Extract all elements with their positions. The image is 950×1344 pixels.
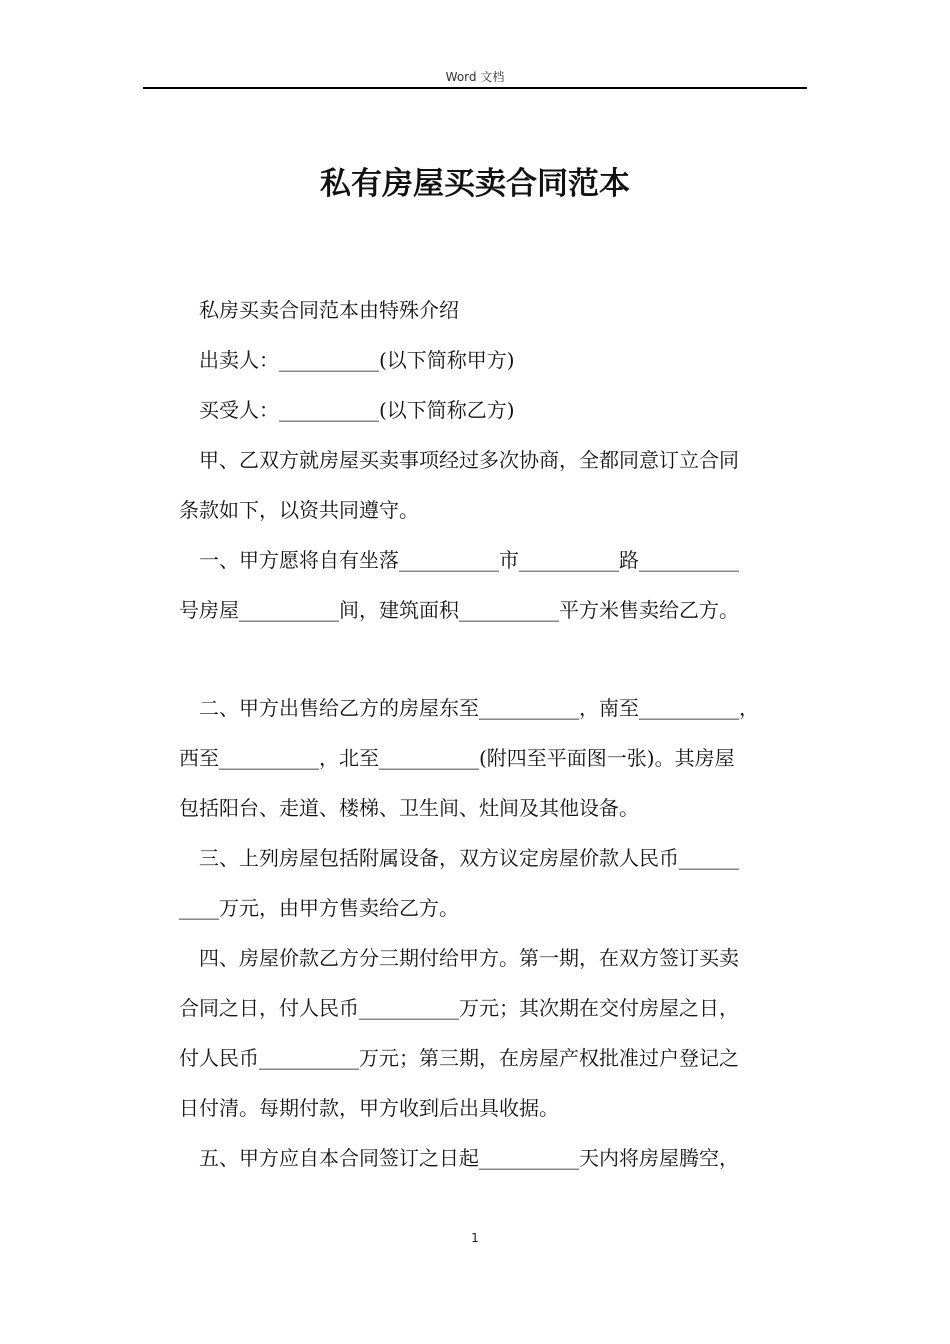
document-title: 私有房屋买卖合同范本 <box>320 166 630 202</box>
paragraph-clause-1 <box>179 535 804 635</box>
paragraph-line: 五、甲方应自本合同签订之日起__________天内将房屋腾空， <box>199 1146 739 1170</box>
paragraph-line: 一、甲方愿将自有坐落__________市__________路__________ <box>199 548 739 572</box>
paragraph-clause-2 <box>179 683 804 833</box>
paragraph-seller <box>179 335 804 385</box>
paragraph-buyer <box>179 385 804 435</box>
paragraph-line: 买受人：__________(以下简称乙方) <box>199 398 515 422</box>
page-header: Word 文档 <box>445 70 505 84</box>
paragraph-intro <box>179 285 804 335</box>
header-divider <box>143 87 807 89</box>
paragraph-clause-4 <box>179 933 804 1133</box>
paragraph-line: 号房屋__________间，建筑面积__________平方米售卖给乙方。 <box>179 598 739 622</box>
paragraph-line: 四、房屋价款乙方分三期付给甲方。第一期，在双方签订买卖 <box>199 946 739 970</box>
paragraph-line: 出卖人：__________(以下简称甲方) <box>199 348 515 372</box>
paragraph-line: 合同之日，付人民币__________万元；其次期在交付房屋之日， <box>179 996 739 1020</box>
paragraph-line: 私房买卖合同范本由特殊介绍 <box>199 298 459 322</box>
paragraph-line: 日付清。每期付款，甲方收到后出具收据。 <box>179 1096 559 1120</box>
paragraph-line: 条款如下，以资共同遵守。 <box>179 498 419 522</box>
paragraph-line: ____万元，由甲方售卖给乙方。 <box>179 896 459 920</box>
paragraph-line: 二、甲方出售给乙方的房屋东至__________，南至__________， <box>199 696 759 720</box>
page-number: 1 <box>471 1231 479 1245</box>
paragraph-line: 甲、乙双方就房屋买卖事项经过多次协商，全都同意订立合同 <box>199 448 739 472</box>
paragraph-line: 西至__________，北至__________(附四至平面图一张)。其房屋 <box>179 746 735 770</box>
paragraph-line: 付人民币__________万元；第三期，在房屋产权批准过户登记之 <box>179 1046 739 1070</box>
paragraph-line: 包括阳台、走道、楼梯、卫生间、灶间及其他设备。 <box>179 796 639 820</box>
paragraph-agreement <box>179 435 804 535</box>
paragraph-clause-3 <box>179 833 804 933</box>
paragraph-clause-5 <box>179 1133 804 1183</box>
paragraph-line: 三、上列房屋包括附属设备，双方议定房屋价款人民币______ <box>199 846 739 870</box>
